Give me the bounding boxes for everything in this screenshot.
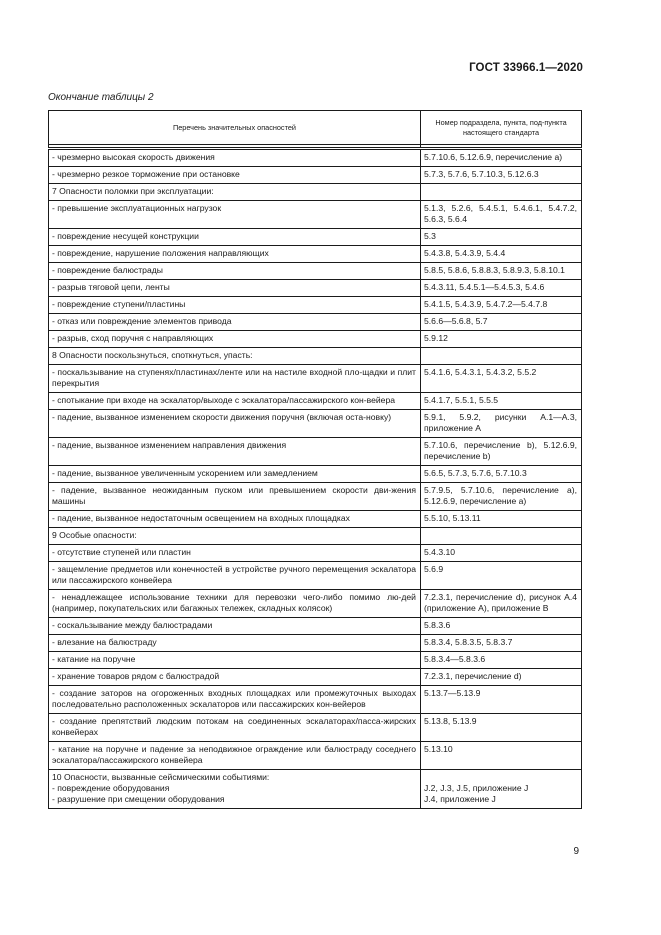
hazard-cell: - отсутствие ступеней или пластин <box>49 545 421 562</box>
table-row <box>49 770 582 809</box>
table-row <box>49 149 582 167</box>
hazard-cell: - превышение эксплуатационных нагрузок <box>49 201 421 229</box>
hazard-cell: - повреждение, нарушение положения направляющих <box>49 246 421 263</box>
table-header-row <box>49 111 582 145</box>
table-row <box>49 528 582 545</box>
page-number: 9 <box>573 846 579 857</box>
table-row <box>49 184 582 201</box>
hazard-cell: - повреждение ступени/пластины <box>49 297 421 314</box>
table-row <box>49 297 582 314</box>
reference-cell: 5.7.10.6, перечисление b), 5.12.6.9, перечисление b) <box>421 438 582 466</box>
reference-line: J.2, J.3, J.5, приложение J <box>424 783 529 793</box>
hazard-cell: - ненадлежащее использование техники для перевозки чего-либо помимо лю-дей (например, покупательских или багажных тележек, складных колясок) <box>49 590 421 618</box>
reference-cell: 5.7.10.6, 5.12.6.9, перечисление а) <box>421 149 582 167</box>
reference-cell: 5.13.8, 5.13.9 <box>421 714 582 742</box>
reference-cell: 5.4.3.10 <box>421 545 582 562</box>
hazard-cell: 7 Опасности поломки при эксплуатации: <box>49 184 421 201</box>
table-row <box>49 167 582 184</box>
table-row <box>49 686 582 714</box>
table-row <box>49 348 582 365</box>
table-row <box>49 280 582 297</box>
hazard-cell: - падение, вызванное изменением скорости движения поручня (включая оста-новку) <box>49 410 421 438</box>
table-row <box>49 635 582 652</box>
reference-cell: 5.13.10 <box>421 742 582 770</box>
standard-code: ГОСТ 33966.1—2020 <box>469 62 583 74</box>
hazard-cell: - хранение товаров рядом с балюстрадой <box>49 669 421 686</box>
table-row <box>49 590 582 618</box>
hazard-cell: - отказ или повреждение элементов привода <box>49 314 421 331</box>
reference-cell: 5.6.5, 5.7.3, 5.7.6, 5.7.10.3 <box>421 466 582 483</box>
hazard-cell: 9 Особые опасности: <box>49 528 421 545</box>
table-row <box>49 201 582 229</box>
reference-cell <box>421 184 582 201</box>
reference-cell: 5.8.5, 5.8.6, 5.8.8.3, 5.8.9.3, 5.8.10.1 <box>421 263 582 280</box>
hazard-cell <box>49 770 421 809</box>
table-row <box>49 652 582 669</box>
table-row <box>49 562 582 590</box>
hazard-cell: - создание препятствий людским потокам на соединенных эскалаторах/пасса-жирских конвейерах <box>49 714 421 742</box>
reference-cell: 5.4.1.5, 5.4.3.9, 5.4.7.2—5.4.7.8 <box>421 297 582 314</box>
reference-cell: 5.7.3, 5.7.6, 5.7.10.3, 5.12.6.3 <box>421 167 582 184</box>
reference-cell: 5.1.3, 5.2.6, 5.4.5.1, 5.4.6.1, 5.4.7.2, 5.6.3, 5.6.4 <box>421 201 582 229</box>
reference-line <box>424 772 577 783</box>
reference-cell: 5.5.10, 5.13.11 <box>421 511 582 528</box>
table-row <box>49 466 582 483</box>
reference-line: J.4, приложение J <box>424 794 496 804</box>
hazard-cell: - падение, вызванное увеличенным ускорением или замедлением <box>49 466 421 483</box>
table-row <box>49 714 582 742</box>
table-row <box>49 742 582 770</box>
hazards-table <box>48 110 582 809</box>
hazard-cell: - влезание на балюстраду <box>49 635 421 652</box>
reference-cell: 5.7.9.5, 5.7.10.6, перечисление а), 5.12.6.9, перечисление а) <box>421 483 582 511</box>
table-row <box>49 263 582 280</box>
table-row <box>49 511 582 528</box>
hazard-cell: - повреждение балюстрады <box>49 263 421 280</box>
reference-cell: 5.9.12 <box>421 331 582 348</box>
reference-cell <box>421 348 582 365</box>
reference-cell: 5.8.3.6 <box>421 618 582 635</box>
reference-cell <box>421 770 582 809</box>
table-row <box>49 331 582 348</box>
table-row <box>49 669 582 686</box>
hazard-line: 10 Опасности, вызванные сейсмическими событиями: <box>52 772 270 782</box>
hazard-cell: - спотыкание при входе на эскалатор/выходе с эскалатора/пассажирского кон-вейера <box>49 393 421 410</box>
hazard-cell: - разрыв тяговой цепи, ленты <box>49 280 421 297</box>
reference-cell: 5.9.1, 5.9.2, рисунки А.1—А.3, приложение А <box>421 410 582 438</box>
hazard-line: - повреждение оборудования <box>52 783 170 793</box>
table-row <box>49 483 582 511</box>
hazard-cell: - падение, вызванное недостаточным освещением на входных площадках <box>49 511 421 528</box>
table-row <box>49 393 582 410</box>
header-hazards: Перечень значительных опасностей <box>49 111 421 145</box>
reference-cell: 5.6.6—5.6.8, 5.7 <box>421 314 582 331</box>
table-row <box>49 438 582 466</box>
reference-cell <box>421 528 582 545</box>
hazard-cell: - поскальзывание на ступенях/пластинах/ленте или на настиле входной пло-щадки и плит перекрытия <box>49 365 421 393</box>
reference-cell: 5.4.3.8, 5.4.3.9, 5.4.4 <box>421 246 582 263</box>
table-row <box>49 545 582 562</box>
hazard-cell: - соскальзывание между балюстрадами <box>49 618 421 635</box>
hazard-cell: - защемление предметов или конечностей в устройстве ручного перемещения эскалатора или пассажирского конвейера <box>49 562 421 590</box>
hazard-line: - разрушение при смещении оборудования <box>52 794 225 804</box>
table-row <box>49 229 582 246</box>
reference-cell: 5.8.3.4, 5.8.3.5, 5.8.3.7 <box>421 635 582 652</box>
table-row <box>49 410 582 438</box>
hazard-cell: - создание заторов на огороженных входных площадках или промежуточных выходах последовательно расположенных эскалаторов или пассажирских кон-вейеров <box>49 686 421 714</box>
hazard-cell: - повреждение несущей конструкции <box>49 229 421 246</box>
reference-cell: 5.3 <box>421 229 582 246</box>
table-row <box>49 314 582 331</box>
hazard-cell: 8 Опасности поскользнуться, споткнуться, упасть: <box>49 348 421 365</box>
reference-cell: 5.4.1.7, 5.5.1, 5.5.5 <box>421 393 582 410</box>
hazard-cell: - падение, вызванное изменением направления движения <box>49 438 421 466</box>
reference-cell: 7.2.3.1, перечисление d) <box>421 669 582 686</box>
reference-cell: 7.2.3.1, перечисление d), рисунок А.4 (приложение А), приложение В <box>421 590 582 618</box>
table-row <box>49 365 582 393</box>
hazard-cell: - падение, вызванное неожиданным пуском или превышением скорости дви-жения машины <box>49 483 421 511</box>
reference-cell: 5.8.3.4—5.8.3.6 <box>421 652 582 669</box>
header-references: Номер подраздела, пункта, под-пункта настоящего стандарта <box>421 111 582 145</box>
reference-cell: 5.13.7—5.13.9 <box>421 686 582 714</box>
hazard-cell: - разрыв, сход поручня с направляющих <box>49 331 421 348</box>
table-row <box>49 618 582 635</box>
reference-cell: 5.6.9 <box>421 562 582 590</box>
reference-cell: 5.4.3.11, 5.4.5.1—5.4.5.3, 5.4.6 <box>421 280 582 297</box>
hazard-cell: - чрезмерно высокая скорость движения <box>49 149 421 167</box>
table-row <box>49 246 582 263</box>
hazard-cell: - катание на поручне <box>49 652 421 669</box>
hazard-cell: - катание на поручне и падение за неподвижное ограждение или балюстраду соседнего эскалатора/пассажирского конвейера <box>49 742 421 770</box>
hazard-cell: - чрезмерно резкое торможение при остановке <box>49 167 421 184</box>
table-caption: Окончание таблицы 2 <box>48 92 154 103</box>
reference-cell: 5.4.1.6, 5.4.3.1, 5.4.3.2, 5.5.2 <box>421 365 582 393</box>
